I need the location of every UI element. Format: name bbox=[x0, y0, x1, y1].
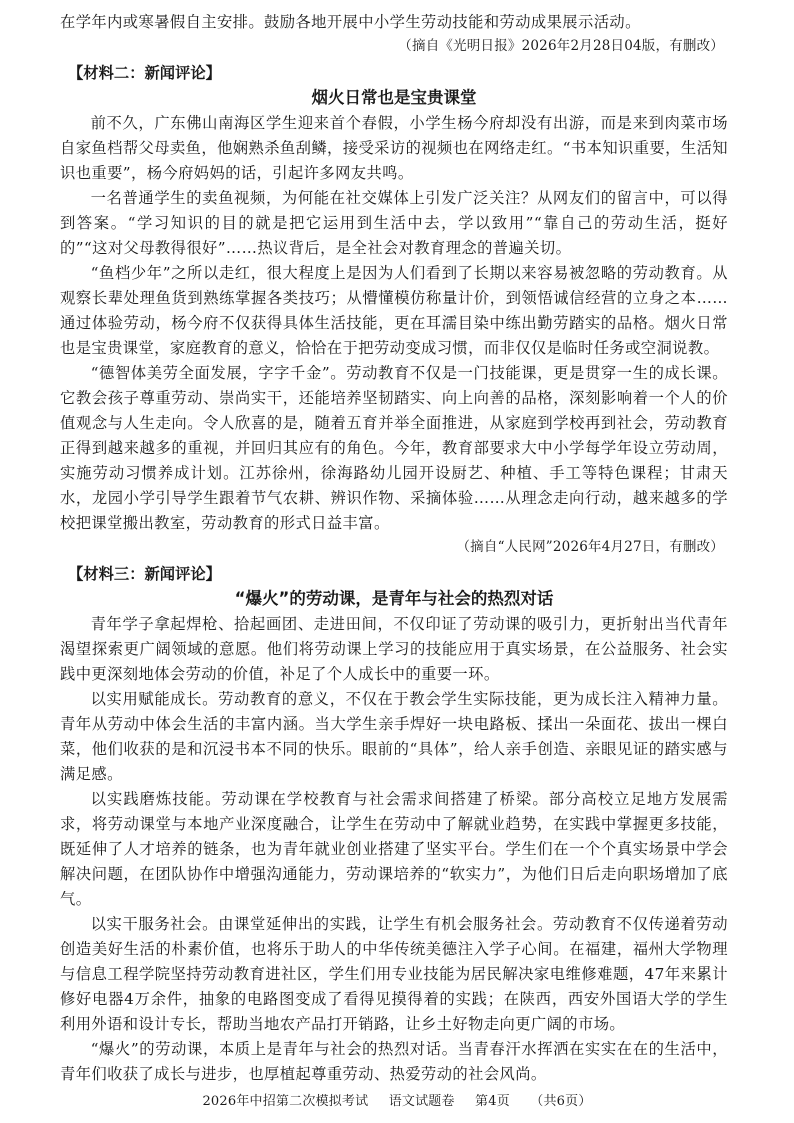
source-line-2: （摘自“人民网”2026年4月27日，有删改） bbox=[456, 539, 724, 555]
material2-paragraph: “鱼档少年”之所以走红，很大程度上是因为人们看到了长期以来容易被忽略的劳动教育。从观察长辈处理鱼货到熟练掌握各类技巧；从懵懂模仿称量计价，到领悟诚信经营的立身之本……通过体验劳动，杨今府不仅获得具体生活技能，更在耳濡目染中练出勤劳踏实的品格。烟火日常也是宝贵课堂，家庭教育的意义，恰恰在于把劳动变成习惯，而非仅仅是临时任务或空洞说教。 bbox=[60, 264, 728, 357]
source-line-1: （摘自《光明日报》2026年2月28日04版，有删改） bbox=[398, 38, 724, 54]
footer-page: 第4页 bbox=[475, 1094, 510, 1109]
material2-title: 烟火日常也是宝贵课堂 bbox=[311, 88, 477, 107]
page-footer bbox=[0, 1090, 794, 1109]
material2-paragraph: “德智体美劳全面发展，字字千金”。劳动教育不仅是一门技能课，更是贯穿一生的成长课。它教会孩子尊重劳动、崇尚实干，还能培养坚韧踏实、向上向善的品格，深刻影响着一个人的价值观念与人生走向。令人欣喜的是，随着五育并举全面推进，从家庭到学校再到社会，劳动教育正得到越来越多的重视，并回归其应有的角色。今年，教育部要求大中小学每学年设立劳动周，实施劳动习惯养成计划。江苏徐州，徐海路幼儿园开设厨艺、种植、手工等特色课程；甘肃天水，龙园小学引导学生跟着节气农耕、辨识作物、采摘体验……从理念走向行动，越来越多的学校把课堂搬出教室，劳动教育的形式日益丰富。 bbox=[60, 364, 728, 532]
footer-exam: 2026年中招第二次模拟考试 bbox=[202, 1094, 369, 1109]
material3-title: “爆火”的劳动课，是青年与社会的热烈对话 bbox=[234, 589, 554, 608]
document-page bbox=[60, 10, 728, 1087]
material3-paragraph: 以实用赋能成长。劳动教育的意义，不仅在于教会学生实际技能，更为成长注入精神力量。青年从劳动中体会生活的丰富内涵。当大学生亲手焊好一块电路板、揉出一朵面花、拔出一棵白菜，他们收获的是和沉浸书本不同的快乐。眼前的“具体”，给人亲手创造、亲眼见证的踏实感与满足感。 bbox=[60, 690, 728, 783]
material3-paragraph: 以实干服务社会。由课堂延伸出的实践，让学生有机会服务社会。劳动教育不仅传递着劳动创造美好生活的朴素价值，也将乐于助人的中华传统美德注入学子心间。在福建，福州大学物理与信息工程学院坚持劳动教育进社区，学生们用专业技能为居民解决家电维修难题，47年来累计修好电器4万余件，抽象的电路图变成了看得见摸得着的实践；在陕西，西安外国语大学的学生利用外语和设计专长，帮助当地农产品打开销路，让乡土好物走向更广阔的市场。 bbox=[60, 915, 728, 1033]
material3-paragraph: 以实践磨炼技能。劳动课在学校教育与社会需求间搭建了桥梁。部分高校立足地方发展需求，将劳动课堂与本地产业深度融合，让学生在劳动中了解就业趋势，在实践中掌握更多技能，既延伸了人才培养的链条，也为青年就业创业搭建了坚实平台。学生们在一个个真实场景中学会解决问题，在团队协作中增强沟通能力，劳动课培养的“软实力”，为他们日后走向职场增加了底气。 bbox=[60, 790, 728, 908]
material2-paragraph: 一名普通学生的卖鱼视频，为何能在社交媒体上引发广泛关注？从网友们的留言中，可以得到答案。“学习知识的目的就是把它运用到生活中去，学以致用”“靠自己的劳动生活，挺好的”“这对父母教得很好”……热议背后，是全社会对教育理念的普遍关切。 bbox=[60, 189, 728, 257]
material3-heading: 【材料三：新闻评论】 bbox=[68, 565, 221, 583]
footer-total: （共6页） bbox=[530, 1094, 592, 1109]
material3-paragraph: 青年学子拿起焊枪、拾起画团、走进田间，不仅印证了劳动课的吸引力，更折射出当代青年渴望探索更广阔领域的意愿。他们将劳动课上学习的技能应用于真实场景，在公益服务、社会实践中更深刻地体会劳动的价值，补足了个人成长中的重要一环。 bbox=[60, 615, 728, 683]
footer-subject: 语文试题卷 bbox=[388, 1094, 455, 1109]
material3-paragraph: “爆火”的劳动课，本质上是青年与社会的热烈对话。当青春汗水挥洒在实实在在的生活中，青年们收获了成长与进步，也厚植起尊重劳动、热爱劳动的社会风尚。 bbox=[60, 1040, 728, 1083]
material2-heading: 【材料二：新闻评论】 bbox=[68, 64, 221, 82]
material2-paragraph: 前不久，广东佛山南海区学生迎来首个春假，小学生杨今府却没有出游，而是来到肉菜市场自家鱼档帮父母卖鱼，他娴熟杀鱼刮鳞，接受采访的视频也在网络走红。“书本知识重要，生活知识也重要”，杨今府妈妈的话，引起许多网友共鸣。 bbox=[60, 114, 728, 182]
intro-paragraph: 在学年内或寒暑假自主安排。鼓励各地开展中小学生劳动技能和劳动成果展示活动。 bbox=[60, 13, 641, 31]
